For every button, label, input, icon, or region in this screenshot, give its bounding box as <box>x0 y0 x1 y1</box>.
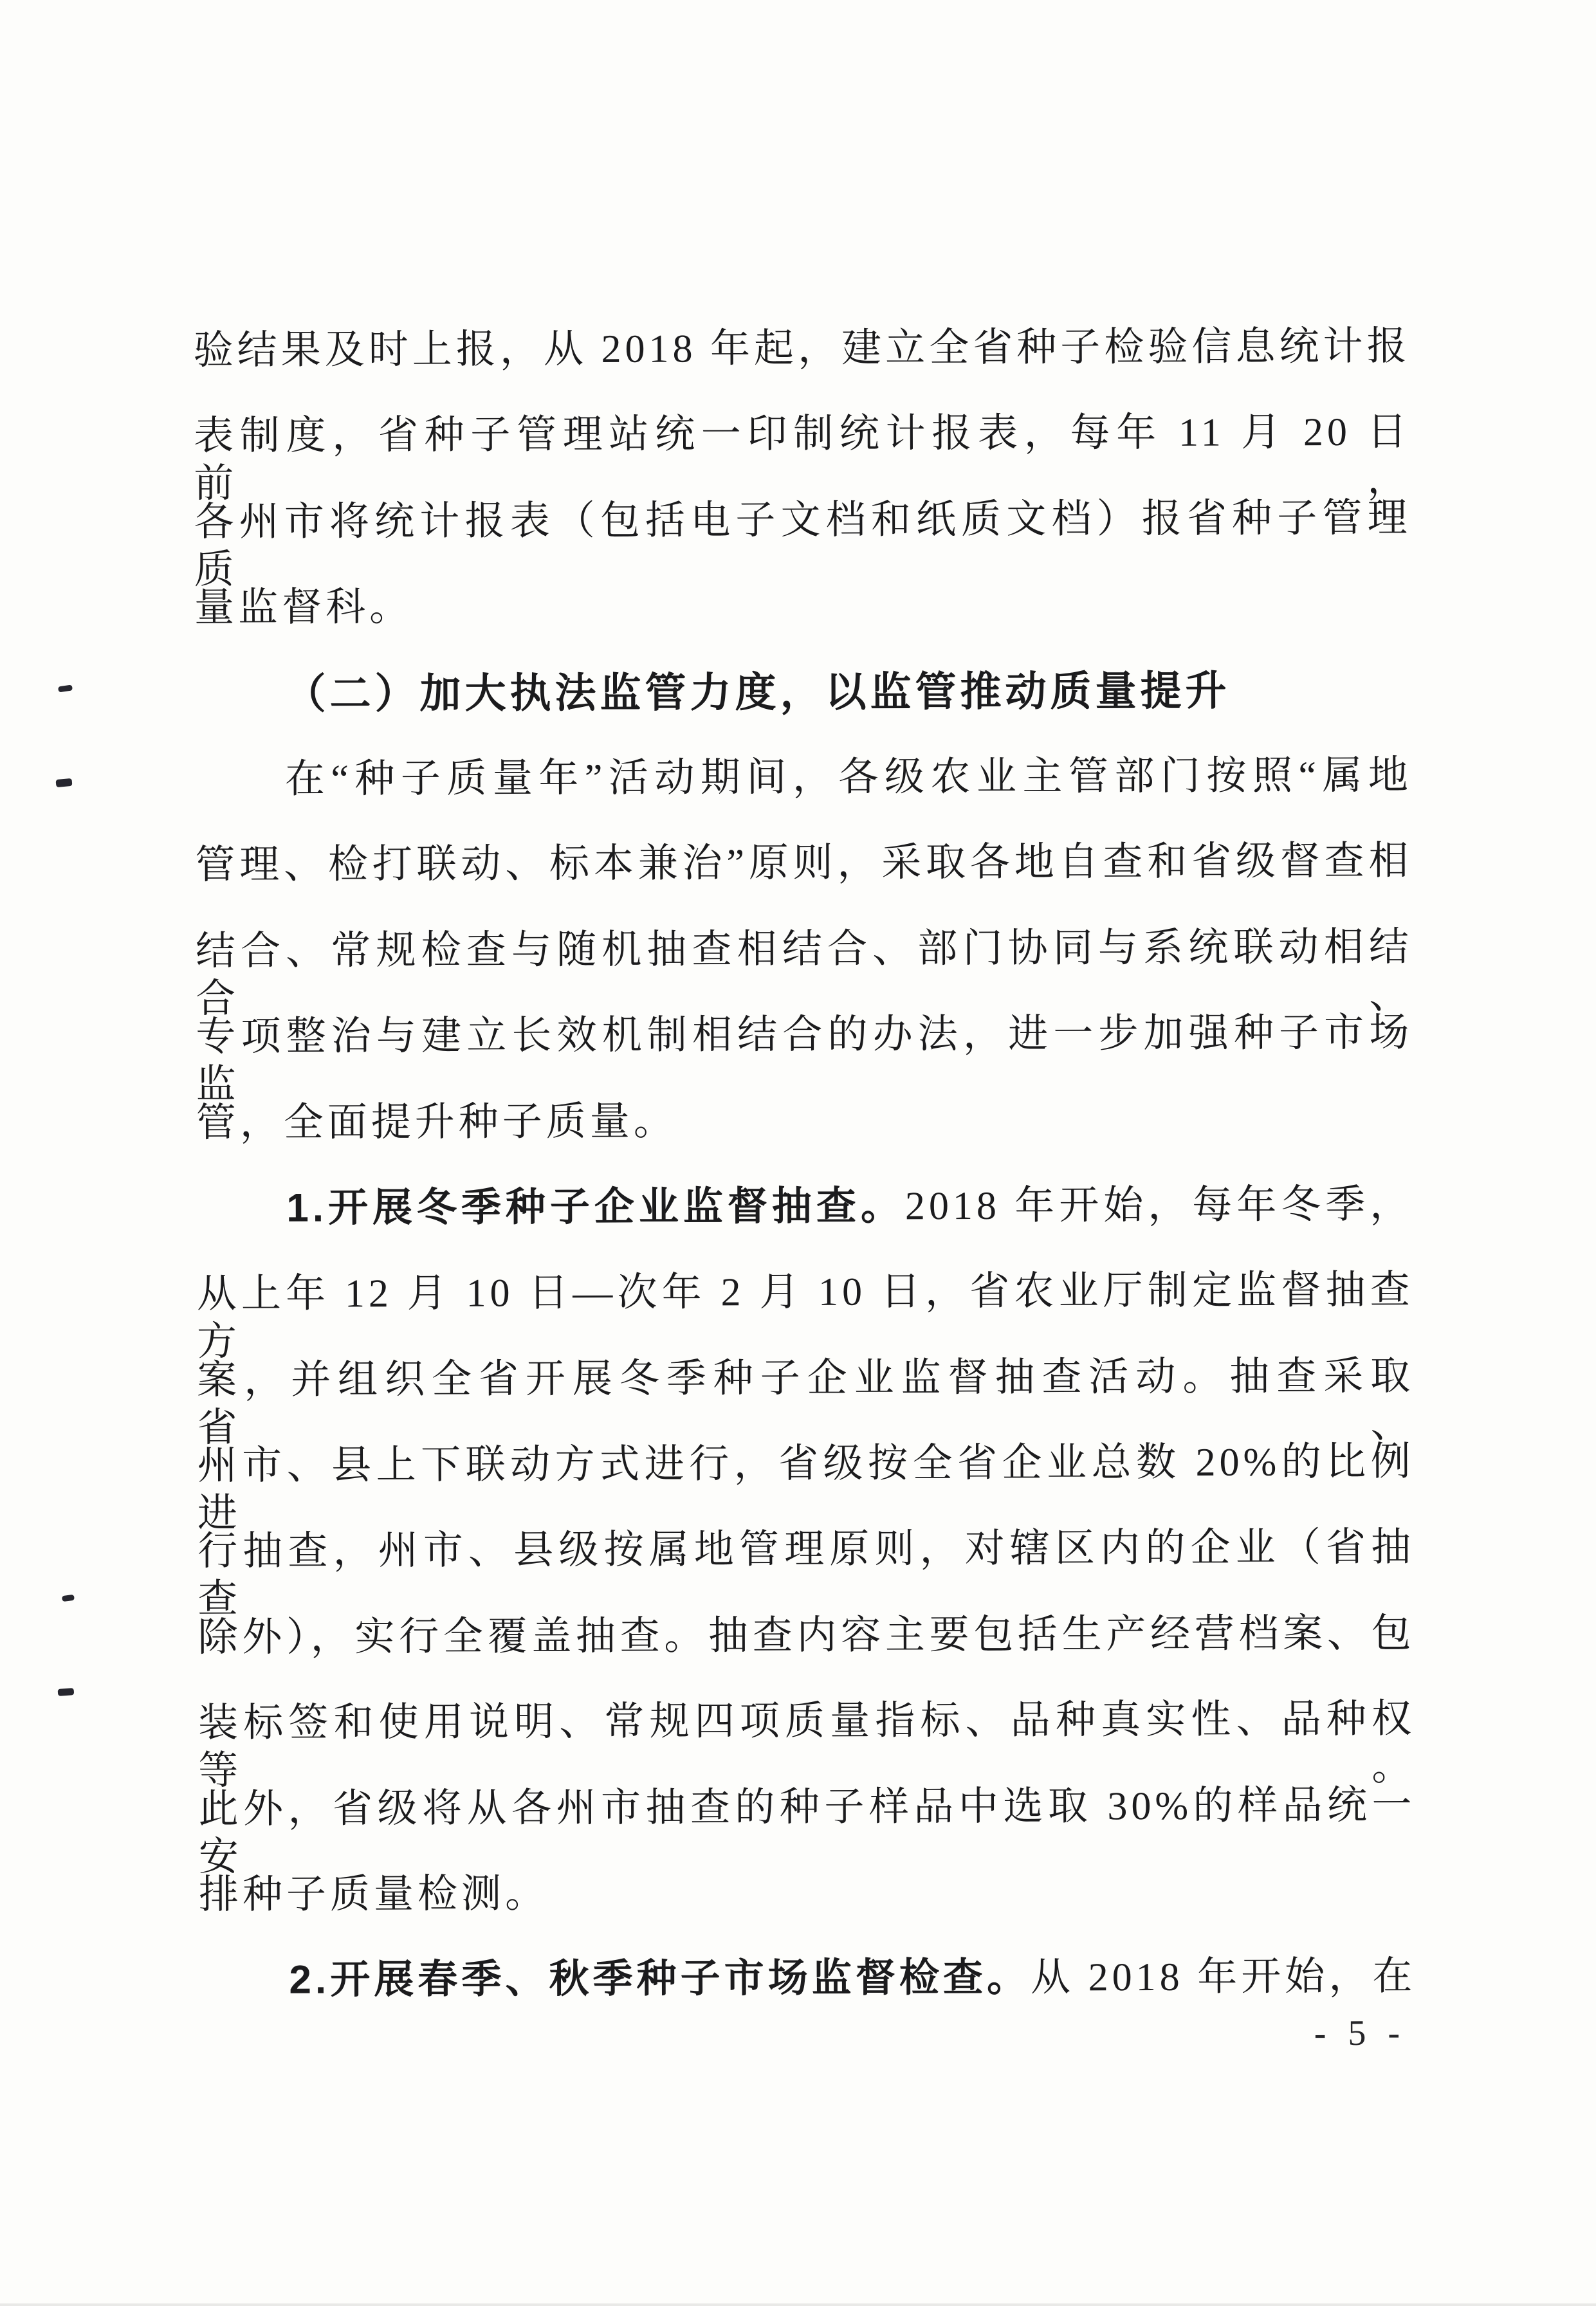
text-line <box>197 1696 1416 1793</box>
line-text: 量监督科。 <box>194 585 414 630</box>
line-text: 除外），实行全覆盖抽查。抽查内容主要包括生产经营档案、包 <box>197 1611 1415 1660</box>
document-body <box>194 323 1417 2043</box>
margin-mark <box>58 1688 75 1696</box>
text-line <box>198 1781 1416 1879</box>
text-line <box>196 1267 1414 1364</box>
item-lead-bold: 1.开展冬季种子企业监督抽查。 <box>286 1184 905 1231</box>
line-text: 行抽查，州市、县级按属地管理原则，对辖区内的企业（省抽查 <box>197 1526 1415 1622</box>
text-line <box>196 1009 1413 1107</box>
text-line <box>195 752 1412 842</box>
line-text: 管理、检打联动、标本兼治”原则，采取各地自查和省级督查相 <box>195 839 1413 888</box>
item-lead-bold: 2.开展春季、秋季种子市场监督检查。 <box>289 1955 1031 2003</box>
text-line <box>197 1524 1415 1622</box>
text-line <box>197 1352 1415 1450</box>
line-text: 专项整治与建立长效机制相结合的办法，进一步加强种子市场监 <box>196 1011 1413 1107</box>
line-text: 从上年 12 月 10 日—次年 2 月 10 日，省农业厅制定监督抽查方 <box>196 1268 1414 1364</box>
text-line <box>195 923 1413 1021</box>
margin-mark <box>62 1595 75 1602</box>
text-line <box>196 1095 1413 1185</box>
line-text: 验结果及时上报，从 2018 年起，建立全省种子检验信息统计报 <box>193 324 1411 373</box>
line-text: 州市、县上下联动方式进行，省级按全省企业总数 20%的比例进 <box>197 1440 1415 1536</box>
text-line <box>194 494 1411 592</box>
margin-mark <box>55 778 72 787</box>
line-text: 此外，省级将从各州市抽查的种子样品中选取 30%的样品统一安 <box>198 1783 1416 1879</box>
section-heading-text: （二）加大执法监管力度，以监管推动质量提升 <box>284 667 1231 717</box>
line-text: 在“种子质量年”活动期间，各级农业主管部门按照“属地 <box>284 753 1413 801</box>
section-heading <box>194 666 1411 756</box>
text-line <box>194 580 1411 670</box>
line-text: 管，全面提升种子质量。 <box>196 1099 677 1145</box>
page-number: - 5 - <box>1314 2013 1407 2054</box>
line-text: 装标签和使用说明、常规四项质量指标、品种真实性、品种权等。 <box>197 1697 1416 1793</box>
text-line <box>199 1867 1416 1957</box>
numbered-item-line <box>199 1953 1416 2043</box>
numbered-item-line <box>196 1181 1413 1271</box>
line-text: 表制度，省种子管理站统一印制统计报表，每年 11 月 20 日前， <box>193 410 1411 506</box>
margin-mark <box>58 684 73 692</box>
line-text: 各州市将统计报表（包括电子文档和纸质文档）报省种子管理质 <box>194 496 1411 592</box>
line-text: 结合、常规检查与随机抽查相结合、部门协同与系统联动相结合、 <box>195 925 1413 1021</box>
text-line <box>195 837 1412 928</box>
line-text: 案，并组织全省开展冬季种子企业监督抽查活动。抽查采取省、 <box>197 1354 1415 1450</box>
line-text: 排种子质量检测。 <box>198 1872 549 1917</box>
text-line <box>193 408 1411 506</box>
line-text: 2018 年开始，每年冬季， <box>904 1182 1414 1229</box>
line-text: 从 2018 年开始，在 <box>1030 1955 1417 2000</box>
text-line <box>194 323 1411 413</box>
text-line <box>198 1610 1415 1700</box>
text-line <box>197 1438 1415 1536</box>
